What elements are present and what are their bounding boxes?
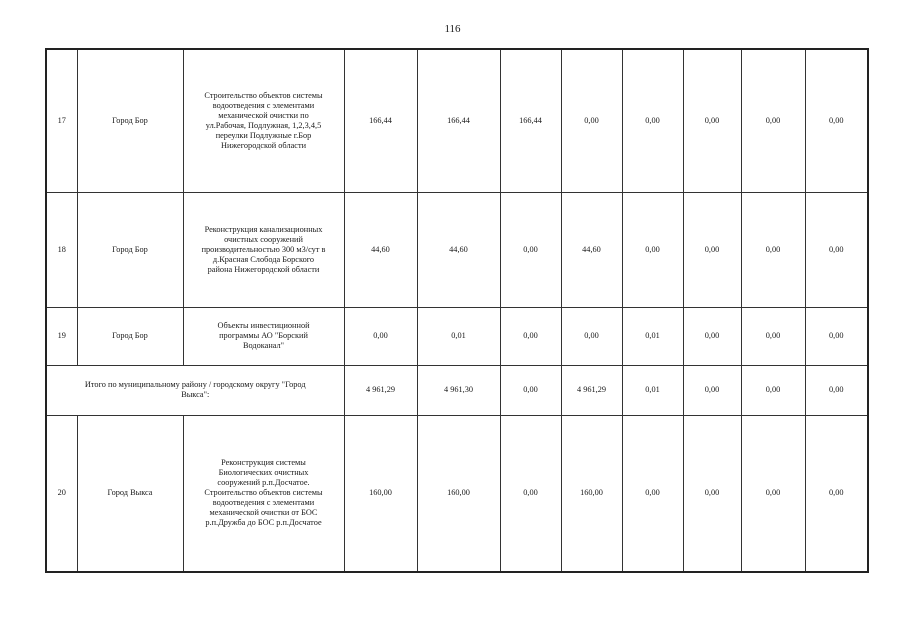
value-cell: 0,00 [805, 307, 868, 365]
value-cell: 0,01 [417, 307, 500, 365]
row-number: 17 [46, 49, 77, 192]
value-cell: 0,00 [561, 307, 622, 365]
row-description: Объекты инвестиционной программы АО "Борский Водоканал" [183, 307, 344, 365]
value-cell: 160,00 [344, 415, 417, 572]
value-cell: 0,00 [500, 307, 561, 365]
value-cell: 4 961,29 [344, 365, 417, 415]
row-city: Город Бор [77, 307, 183, 365]
value-cell: 0,01 [622, 365, 683, 415]
investment-table [45, 48, 869, 573]
value-cell: 166,44 [344, 49, 417, 192]
value-cell: 160,00 [417, 415, 500, 572]
value-cell: 0,00 [344, 307, 417, 365]
value-cell: 0,00 [683, 49, 741, 192]
total-label: Итого по муниципальному району / городскому округу "Город Выкса": [46, 365, 344, 415]
value-cell: 166,44 [500, 49, 561, 192]
row-number: 19 [46, 307, 77, 365]
row-description: Строительство объектов системы водоотведения с элементами механической очистки по ул.Рабочая, Подлужная, 1,2,3,4,5 переулки Подлужные г.Бор Нижегородской области [183, 49, 344, 192]
value-cell: 0,00 [741, 192, 805, 307]
value-cell: 44,60 [344, 192, 417, 307]
value-cell: 166,44 [417, 49, 500, 192]
row-description: Реконструкция канализационных очистных сооружений производительностью 300 м3/сут в д.Красная Слобода Борского района Нижегородской области [183, 192, 344, 307]
value-cell: 0,00 [622, 415, 683, 572]
value-cell: 0,00 [683, 415, 741, 572]
value-cell: 160,00 [561, 415, 622, 572]
value-cell: 0,00 [805, 415, 868, 572]
value-cell: 44,60 [561, 192, 622, 307]
value-cell: 0,00 [805, 49, 868, 192]
row-city: Город Выкса [77, 415, 183, 572]
value-cell: 0,00 [561, 49, 622, 192]
row-city: Город Бор [77, 49, 183, 192]
total-row [46, 365, 868, 415]
value-cell: 0,00 [622, 192, 683, 307]
page-number: 116 [444, 23, 461, 35]
row-number: 18 [46, 192, 77, 307]
value-cell: 0,00 [805, 192, 868, 307]
value-cell: 0,00 [805, 365, 868, 415]
value-cell: 0,00 [683, 192, 741, 307]
table-row [46, 49, 868, 192]
table-row [46, 307, 868, 365]
value-cell: 0,00 [741, 307, 805, 365]
value-cell: 0,00 [683, 365, 741, 415]
row-city: Город Бор [77, 192, 183, 307]
value-cell: 4 961,29 [561, 365, 622, 415]
value-cell: 0,00 [500, 365, 561, 415]
value-cell: 4 961,30 [417, 365, 500, 415]
value-cell: 0,00 [741, 49, 805, 192]
table-row [46, 192, 868, 307]
value-cell: 0,00 [741, 365, 805, 415]
value-cell: 44,60 [417, 192, 500, 307]
value-cell: 0,00 [741, 415, 805, 572]
table-row [46, 415, 868, 572]
value-cell: 0,00 [500, 192, 561, 307]
value-cell: 0,00 [683, 307, 741, 365]
row-description: Реконструкция системы Биологических очистных сооружений р.п.Досчатое. Строительство объектов системы водоотведения с элементами механической очистки от БОС р.п.Дружба до БОС р.п.Досчатое [183, 415, 344, 572]
value-cell: 0,00 [500, 415, 561, 572]
row-number: 20 [46, 415, 77, 572]
value-cell: 0,01 [622, 307, 683, 365]
value-cell: 0,00 [622, 49, 683, 192]
